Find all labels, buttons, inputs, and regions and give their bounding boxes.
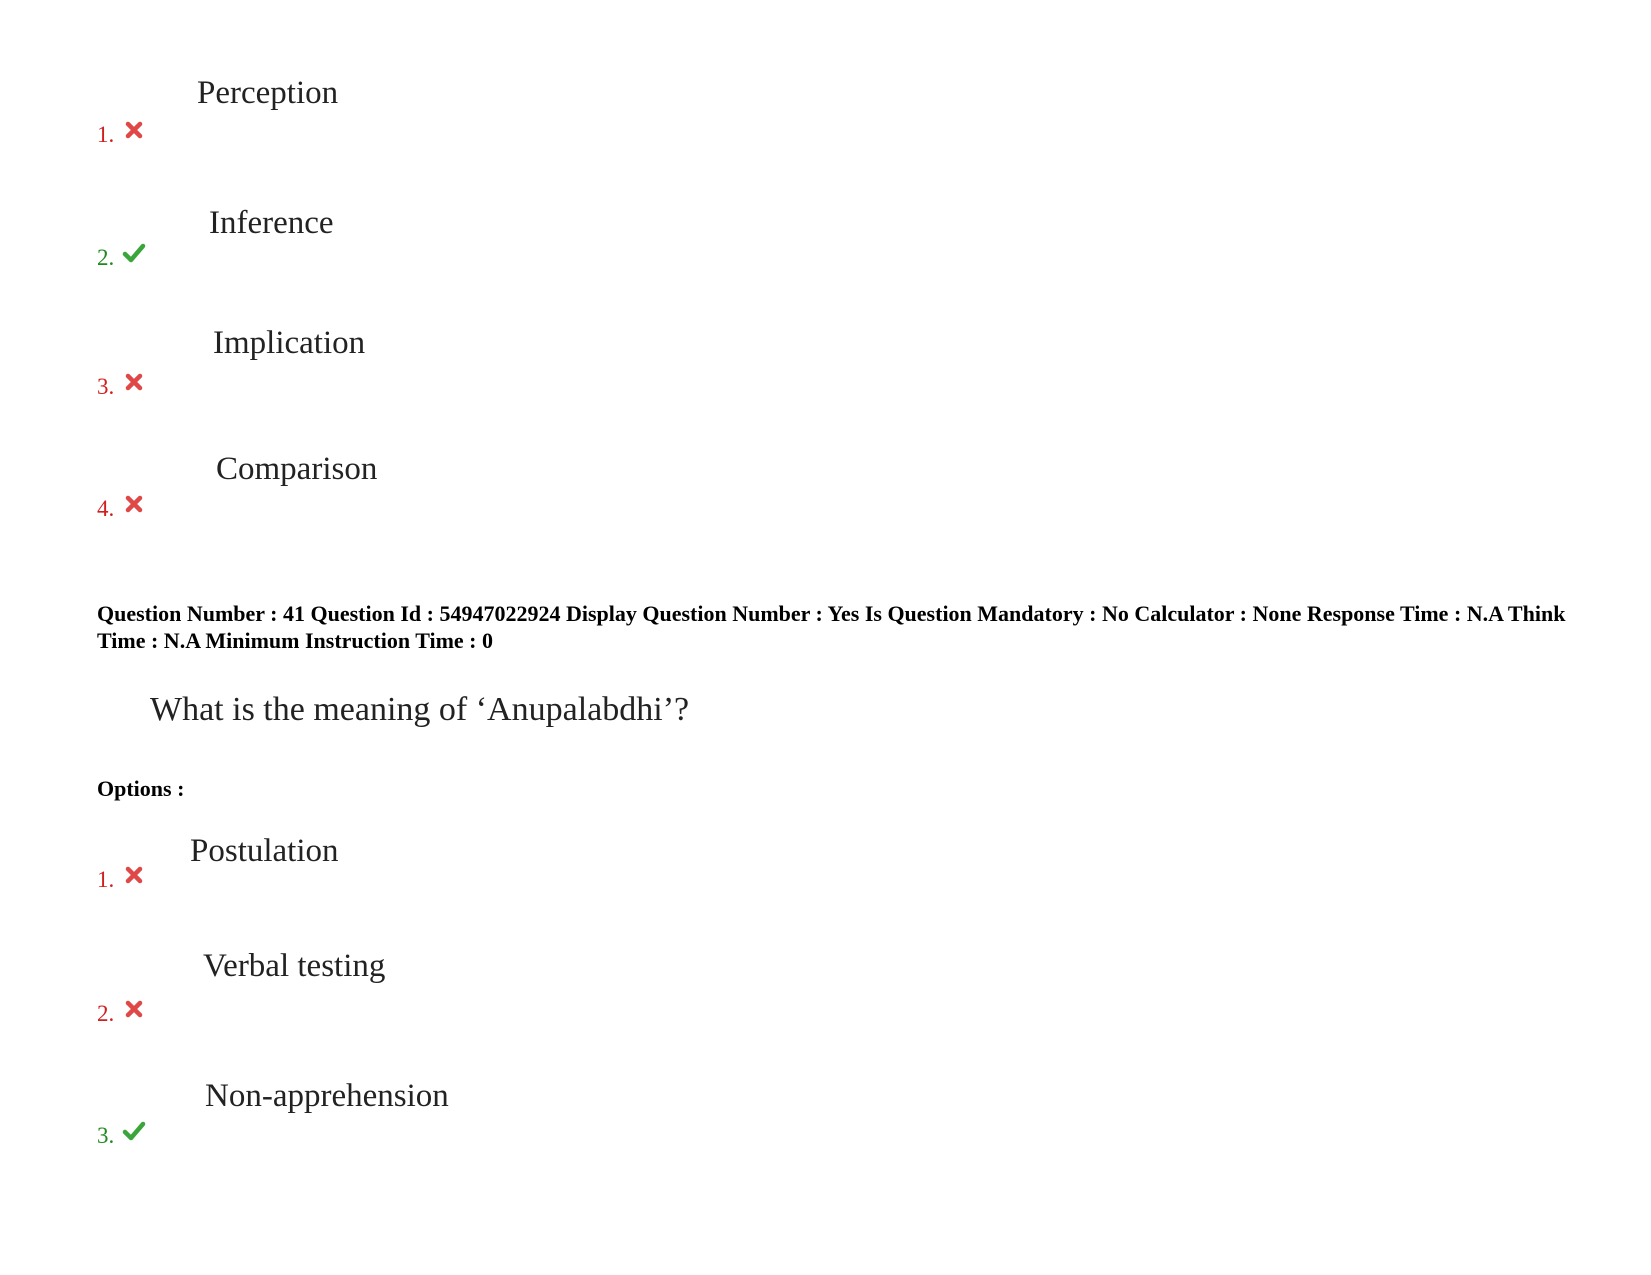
option-number: 3. xyxy=(97,374,115,399)
option-text: Perception xyxy=(197,75,339,111)
cross-icon xyxy=(122,998,146,1020)
check-icon xyxy=(122,1120,146,1142)
cross-icon xyxy=(122,493,146,515)
option-text: Postulation xyxy=(190,833,339,869)
option-text: Implication xyxy=(213,325,366,361)
option-text: Comparison xyxy=(216,451,378,487)
option-text: Inference xyxy=(209,205,334,241)
cross-icon xyxy=(122,864,146,886)
cross-icon xyxy=(122,119,146,141)
option-text: Verbal testing xyxy=(203,948,386,984)
check-icon xyxy=(122,242,146,264)
option-text: Non-apprehension xyxy=(205,1078,449,1114)
option-number: 3. xyxy=(97,1123,115,1148)
question-text: What is the meaning of ‘Anupalabdhi’? xyxy=(150,691,690,728)
option-number: 4. xyxy=(97,496,115,521)
question-meta: Question Number : 41 Question Id : 54947022924 Display Question Number : Yes Is Question Mandatory : No Calculator : None Response Time : N.A Think Time : N.A Minimum Instruction Time : 0 xyxy=(97,601,1566,653)
option-number: 1. xyxy=(97,867,115,892)
option-number: 1. xyxy=(97,122,115,147)
option-number: 2. xyxy=(97,1001,115,1026)
options-label: Options : xyxy=(97,776,185,801)
cross-icon xyxy=(122,371,146,393)
option-number: 2. xyxy=(97,245,115,270)
